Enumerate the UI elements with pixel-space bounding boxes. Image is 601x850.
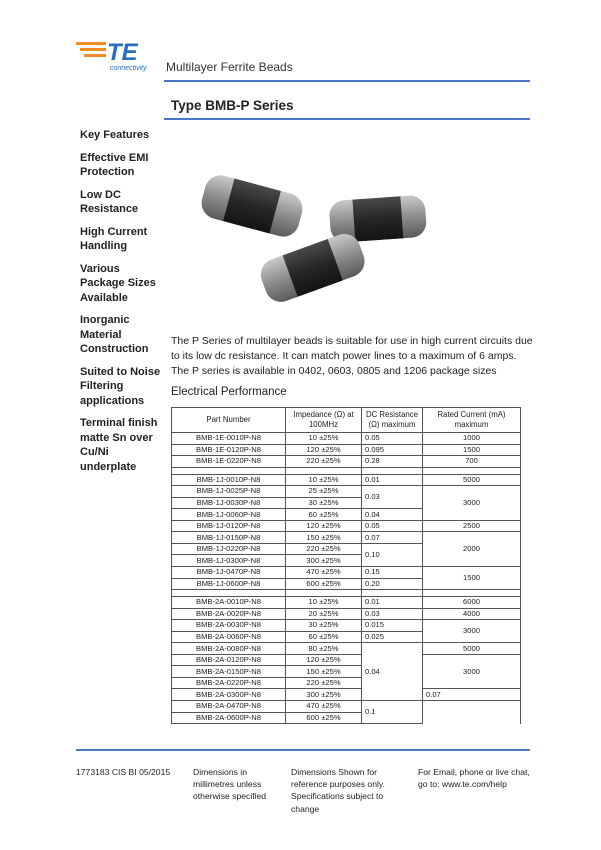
table-row: [172, 608, 521, 620]
column-header: Rated Current (mA) maximum: [423, 408, 521, 433]
table-spacer-cell: [286, 590, 362, 597]
dc-resistance-cell: 0.03: [362, 486, 423, 509]
impedance-cell: 150 ±25%: [286, 532, 362, 544]
feature-item: Suited to Noise Filtering applications: [80, 365, 161, 407]
dc-resistance-cell: 0.01: [362, 597, 423, 609]
impedance-cell: 120 ±25%: [286, 520, 362, 532]
rated-current-cell: 4000: [423, 608, 521, 620]
part-number-cell: BMB-1E-0120P-N8: [172, 444, 286, 456]
logo-stripe: [84, 54, 106, 57]
te-logo: [74, 38, 158, 74]
impedance-cell: 220 ±25%: [286, 677, 362, 689]
dc-resistance-cell: 0.095: [362, 444, 423, 456]
part-number-cell: BMB-2A-0030P-N8: [172, 620, 286, 632]
series-title: Type BMB-P Series: [171, 98, 294, 113]
feature-item: Terminal finish matte Sn over Cu/Ni underplate: [80, 417, 158, 473]
table-spacer-cell: [362, 590, 423, 597]
series-description: The P Series of multilayer beads is suitable for use in high current circuits due to its low dc resistance. It can match power lines to a maximum of 6 amps. The P series is available in 0402, 0603, 0805 and 1206 package sizes: [171, 335, 533, 377]
feature-item: Various Package Sizes Available: [80, 262, 156, 304]
table-row: [172, 433, 521, 445]
part-number-cell: BMB-2A-0600P-N8: [172, 712, 286, 724]
impedance-cell: 10 ±25%: [286, 474, 362, 486]
table-row: [172, 643, 521, 655]
feature-item: Inorganic Material Construction: [80, 314, 149, 355]
rated-current-cell: 2000: [423, 532, 521, 567]
impedance-cell: 10 ±25%: [286, 433, 362, 445]
impedance-cell: 220 ±25%: [286, 543, 362, 555]
key-features-title: Key Features: [80, 129, 150, 141]
table-row: [172, 701, 521, 713]
table-spacer-row: [172, 467, 521, 474]
header-rule: [164, 80, 530, 82]
part-number-cell: BMB-1J-0470P-N8: [172, 567, 286, 579]
key-features-sidebar: [80, 128, 162, 482]
dc-resistance-cell: 0.05: [362, 520, 423, 532]
impedance-cell: 600 ±25%: [286, 578, 362, 590]
part-number-cell: BMB-2A-0010P-N8: [172, 597, 286, 609]
part-number-cell: BMB-1J-0220P-N8: [172, 543, 286, 555]
impedance-cell: 30 ±25%: [286, 620, 362, 632]
feature-item: Effective EMI Protection: [80, 151, 149, 178]
rated-current-cell: 700: [423, 456, 521, 468]
feature-item: High Current Handling: [80, 225, 148, 252]
table-row: [172, 474, 521, 486]
table-row: [172, 520, 521, 532]
dc-resistance-cell: 0.07: [362, 532, 423, 544]
logo-stripe: [80, 48, 106, 51]
part-number-cell: BMB-2A-0060P-N8: [172, 631, 286, 643]
bead-chip: [198, 172, 306, 240]
impedance-cell: 80 ±25%: [286, 643, 362, 655]
dc-resistance-cell: 0.20: [362, 578, 423, 590]
rated-current-cell: 3000: [423, 620, 521, 643]
logo-text: TE: [107, 39, 138, 66]
column-header: Impedance (Ω) at 100MHz: [286, 408, 362, 433]
footer-rule: [76, 749, 530, 751]
impedance-cell: 30 ±25%: [286, 497, 362, 509]
impedance-cell: 120 ±25%: [286, 654, 362, 666]
bead-chip: [256, 229, 369, 302]
table-spacer-cell: [423, 590, 521, 597]
electrical-performance-table: [171, 407, 521, 724]
table-row: [172, 654, 521, 666]
table-spacer-cell: [423, 467, 521, 474]
product-photo: [192, 166, 442, 302]
part-number-cell: BMB-2A-0220P-N8: [172, 677, 286, 689]
dc-resistance-cell: 0.05: [362, 433, 423, 445]
dc-resistance-cell: 0.07: [423, 689, 521, 701]
part-number-cell: BMB-1J-0150P-N8: [172, 532, 286, 544]
impedance-cell: 120 ±25%: [286, 444, 362, 456]
dc-resistance-cell: 0.04: [362, 509, 423, 521]
part-number-cell: BMB-2A-0120P-N8: [172, 654, 286, 666]
dc-resistance-cell: 0.1: [362, 701, 423, 724]
part-number-cell: BMB-2A-0020P-N8: [172, 608, 286, 620]
rated-current-cell: 5000: [423, 474, 521, 486]
footer-reference-note: Dimensions Shown for reference purposes only. Specifications subject to change: [291, 767, 385, 814]
footer-dims-note: Dimensions in millimetres unless otherwise specified: [193, 767, 267, 802]
table-spacer-row: [172, 590, 521, 597]
impedance-cell: 470 ±25%: [286, 567, 362, 579]
table-row: [172, 620, 521, 632]
logo-subtext: connectivity: [110, 65, 147, 72]
header-title: Multilayer Ferrite Beads: [166, 60, 293, 74]
table-header-row: [172, 408, 521, 433]
part-number-cell: BMB-1J-0010P-N8: [172, 474, 286, 486]
footer-contact: For Email, phone or live chat, go to: www.te.com/help: [418, 767, 530, 790]
dc-resistance-cell: 0.28: [362, 456, 423, 468]
column-header: Part Number: [172, 408, 286, 433]
impedance-cell: 300 ±25%: [286, 689, 362, 701]
table-row: [172, 456, 521, 468]
impedance-cell: 600 ±25%: [286, 712, 362, 724]
part-number-cell: BMB-2A-0300P-N8: [172, 689, 286, 701]
rated-current-cell: 2500: [423, 520, 521, 532]
rated-current-cell: 6000: [423, 597, 521, 609]
column-header: DC Resistance (Ω) maximum: [362, 408, 423, 433]
part-number-cell: BMB-1J-0025P-N8: [172, 486, 286, 498]
table-row: [172, 567, 521, 579]
logo-stripe: [76, 42, 106, 45]
table-spacer-cell: [286, 467, 362, 474]
rated-current-cell: 1500: [423, 444, 521, 456]
part-number-cell: BMB-1J-0060P-N8: [172, 509, 286, 521]
part-number-cell: BMB-1E-0220P-N8: [172, 456, 286, 468]
impedance-cell: 10 ±25%: [286, 597, 362, 609]
feature-item: Low DC Resistance: [80, 188, 139, 215]
footer-doc-id: 1773183 CIS BI 05/2015: [76, 767, 171, 777]
impedance-cell: 150 ±25%: [286, 666, 362, 678]
rated-current-cell: 3000: [423, 654, 521, 689]
part-number-cell: BMB-2A-0080P-N8: [172, 643, 286, 655]
part-number-cell: BMB-1J-0600P-N8: [172, 578, 286, 590]
dc-resistance-cell: 0.10: [362, 543, 423, 566]
part-number-cell: BMB-2A-0150P-N8: [172, 666, 286, 678]
part-number-cell: BMB-1J-0030P-N8: [172, 497, 286, 509]
electrical-performance-title: Electrical Performance: [171, 386, 287, 398]
table-row: [172, 532, 521, 544]
rated-current-cell: 1500: [423, 567, 521, 590]
dc-resistance-cell: 0.03: [362, 608, 423, 620]
part-number-cell: BMB-1J-0300P-N8: [172, 555, 286, 567]
impedance-cell: 25 ±25%: [286, 486, 362, 498]
table-row: [172, 689, 521, 701]
table-row: [172, 444, 521, 456]
impedance-cell: 60 ±25%: [286, 509, 362, 521]
table-row: [172, 597, 521, 609]
impedance-cell: 20 ±25%: [286, 608, 362, 620]
impedance-cell: 470 ±25%: [286, 701, 362, 713]
dc-resistance-cell: 0.015: [362, 620, 423, 632]
table-row: [172, 486, 521, 498]
impedance-cell: 220 ±25%: [286, 456, 362, 468]
part-number-cell: BMB-1J-0120P-N8: [172, 520, 286, 532]
table-spacer-cell: [362, 467, 423, 474]
part-number-cell: BMB-1E-0010P-N8: [172, 433, 286, 445]
dc-resistance-cell: 0.15: [362, 567, 423, 579]
rated-current-cell: 1000: [423, 433, 521, 445]
dc-resistance-cell: 0.04: [362, 643, 423, 701]
impedance-cell: 300 ±25%: [286, 555, 362, 567]
table-row: [172, 712, 521, 724]
rated-current-cell: 3000: [423, 486, 521, 521]
rated-current-cell: 5000: [423, 643, 521, 655]
title-rule: [164, 118, 530, 120]
dc-resistance-cell: 0.01: [362, 474, 423, 486]
table-spacer-cell: [172, 467, 286, 474]
dc-resistance-cell: 0.025: [362, 631, 423, 643]
table-spacer-cell: [172, 590, 286, 597]
part-number-cell: BMB-2A-0470P-N8: [172, 701, 286, 713]
impedance-cell: 60 ±25%: [286, 631, 362, 643]
